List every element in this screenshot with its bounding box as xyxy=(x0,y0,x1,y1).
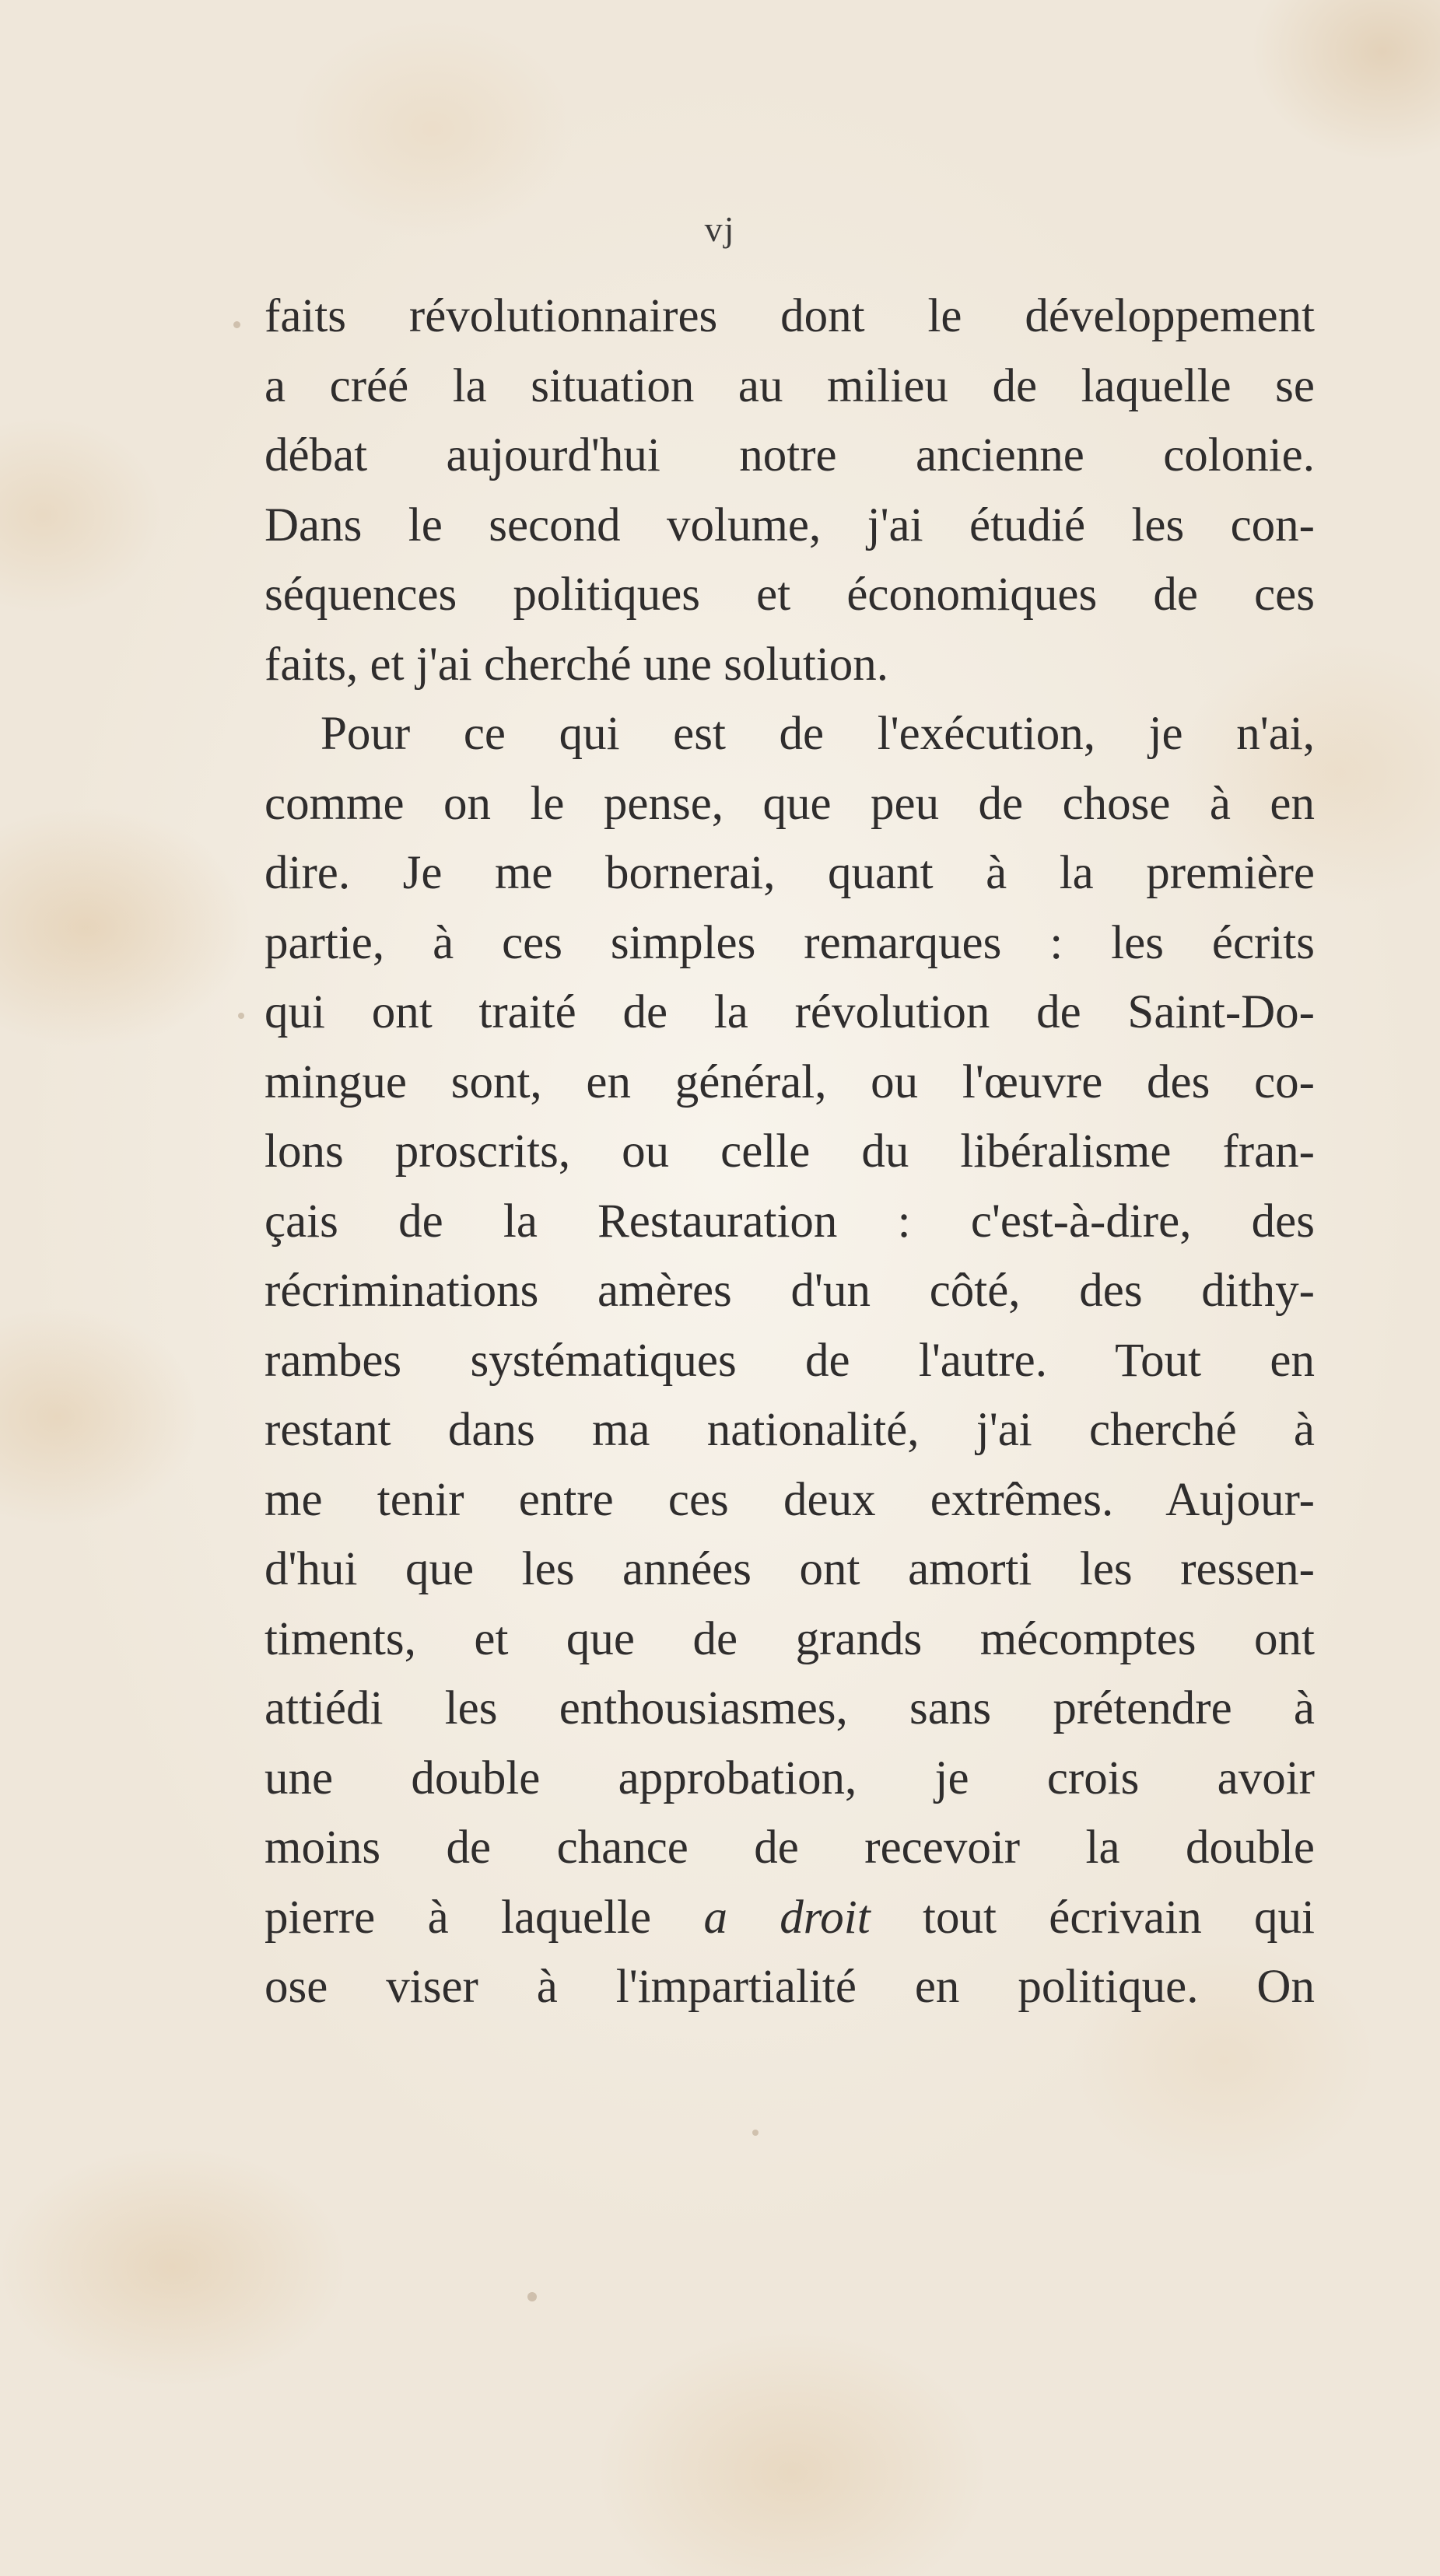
text-line: çais de la Restauration : c'est-à-dire, des xyxy=(265,1195,1315,1248)
text-line: débat aujourd'hui notre ancienne colonie. xyxy=(265,429,1315,481)
text-line: a créé la situation au milieu de laquelle se xyxy=(265,359,1315,412)
text-line: moins de chance de recevoir la double xyxy=(265,1822,1315,1874)
page-number: vj xyxy=(704,209,736,249)
text-line: rambes systématiques de l'autre. Tout en xyxy=(265,1334,1315,1387)
text-line: attiédi les enthousiasmes, sans prétendre à xyxy=(265,1682,1315,1734)
text-fragment: tout écrivain qui xyxy=(870,1891,1316,1944)
ink-speck xyxy=(238,1013,244,1019)
text-line: Dans le second volume, j'ai étudié les con- xyxy=(265,499,1315,551)
ink-speck xyxy=(527,2292,537,2301)
text-line-with-italic xyxy=(265,1883,1315,1953)
text-line: ose viser à l'impartialité en politique. On xyxy=(265,1961,1315,2013)
text-line: faits révolutionnaires dont le développement xyxy=(265,290,1315,342)
text-line: me tenir entre ces deux extrêmes. Aujour- xyxy=(265,1473,1315,1526)
text-line: une double approbation, je crois avoir xyxy=(265,1752,1315,1804)
paragraph-end-line: faits, et j'ai cherché une solution. xyxy=(265,638,889,691)
page-text xyxy=(265,282,1315,2022)
italic-emphasis: a droit xyxy=(703,1891,871,1944)
text-line: récriminations amères d'un côté, des dithy- xyxy=(265,1265,1315,1317)
paragraph-first-line: Pour ce qui est de l'exécution, je n'ai, xyxy=(321,708,1315,760)
text-line: séquences politiques et économiques de ces xyxy=(265,569,1315,621)
text-line: lons proscrits, ou celle du libéralisme fran- xyxy=(265,1125,1315,1178)
text-line: dire. Je me bornerai, quant à la première xyxy=(265,847,1315,899)
text-line: mingue sont, en général, ou l'œuvre des co- xyxy=(265,1055,1315,1108)
ink-speck xyxy=(233,321,240,328)
text-line: partie, à ces simples remarques : les écrits xyxy=(265,916,1315,969)
text-line: d'hui que les années ont amorti les ressen- xyxy=(265,1543,1315,1595)
text-line: timents, et que de grands mécomptes ont xyxy=(265,1612,1315,1665)
ink-speck xyxy=(752,2130,759,2136)
text-line: qui ont traité de la révolution de Saint-Do- xyxy=(265,986,1315,1038)
text-line: comme on le pense, que peu de chose à en xyxy=(265,777,1315,830)
text-fragment: pierre à laquelle xyxy=(265,1891,704,1944)
text-line: restant dans ma nationalité, j'ai cherché à xyxy=(265,1404,1315,1456)
